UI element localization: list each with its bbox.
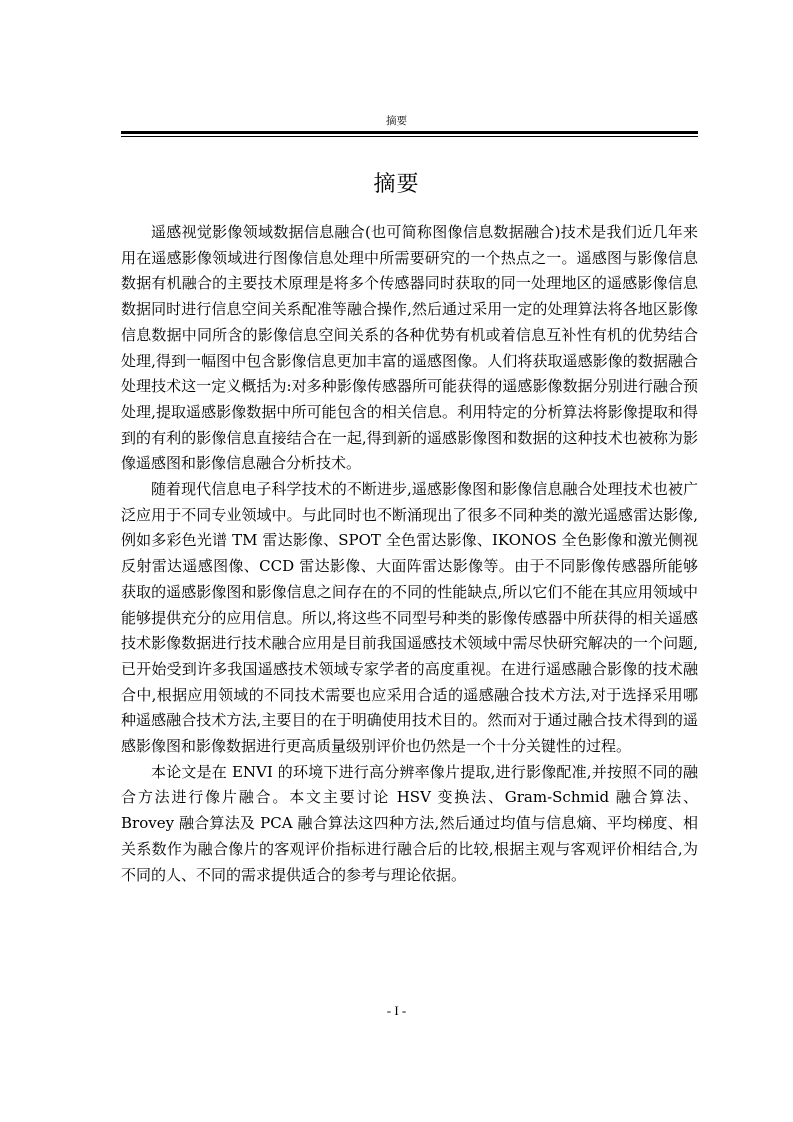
header-rule-thick [121,131,698,134]
paragraph-2: 随着现代信息电子科学技术的不断进步,遥感影像图和影像信息融合处理技术也被广泛应用于不同专业领域中。与此同时也不断涌现出了很多不同种类的激光遥感雷达影像,例如多彩色光谱 TM 雷达影像、SPOT 全色雷达影像、IKONOS 全色影像和激光侧视反射雷达遥感图像、CCD 雷达影像、大面阵雷达影像等。由于不同影像传感器所能够获取的遥感影像图和影像信息之间存在的不同的性能缺点,所以它们不能在其应用领域中能够提供充分的应用信息。所以,将这些不同型号种类的影像传感器中所获得的相关遥感技术影像数据进行技术融合应用是目前我国遥感技术领域中需尽快研究解决的一个问题,已开始受到许多我国遥感技术领域专家学者的高度重视。在进行遥感融合影像的技术融合中,根据应用领域的不同技术需要也应采用合适的遥感融合技术方法,对于选择采用哪种遥感融合技术方法,主要目的在于明确使用技术目的。然而对于通过融合技术得到的遥感影像图和影像数据进行更高质量级别评价也仍然是一个十分关键性的过程。 [121,480,698,756]
running-header: 摘要 [386,115,407,127]
paragraph-3: 本论文是在 ENVI 的环境下进行高分辨率像片提取,进行影像配准,并按照不同的融合方法进行像片融合。本文主要讨论 HSV 变换法、Gram-Schmid 融合算法、Brovey 融合算法及 PCA 融合算法这四种方法,然后通过均值与信息熵、平均梯度、相关系数作为融合像片的客观评价指标进行融合后的比较,根据主观与客观评价相结合,为不同的人、不同的需求提供适合的参考与理论依据。 [121,762,698,884]
header-rule-thin [121,136,698,137]
page-title: 摘要 [373,172,420,197]
page-number: - I - [386,1003,407,1018]
paragraph-1: 遥感视觉影像领域数据信息融合(也可简称图像信息数据融合)技术是我们近几年来用在遥感影像领域进行图像信息处理中所需要研究的一个热点之一。遥感图与影像信息数据有机融合的主要技术原理是将多个传感器同时获取的同一处理地区的遥感影像信息数据同时进行信息空间关系配准等融合操作,然后通过采用一定的处理算法将各地区影像信息数据中同所含的影像信息空间关系的各种优势有机或着信息互补性有机的优势结合处理,得到一幅图中包含影像信息更加丰富的遥感图像。人们将获取遥感影像的数据融合处理技术这一定义概括为:对多种影像传感器所可能获得的遥感影像数据分别进行融合预处理,提取遥感影像数据中所可能包含的相关信息。利用特定的分析算法将影像提取和得到的有利的影像信息直接结合在一起,得到新的遥感影像图和数据的这种技术也被称为影像遥感图和影像信息融合分析技术。 [121,223,698,473]
abstract-body [121,220,698,888]
